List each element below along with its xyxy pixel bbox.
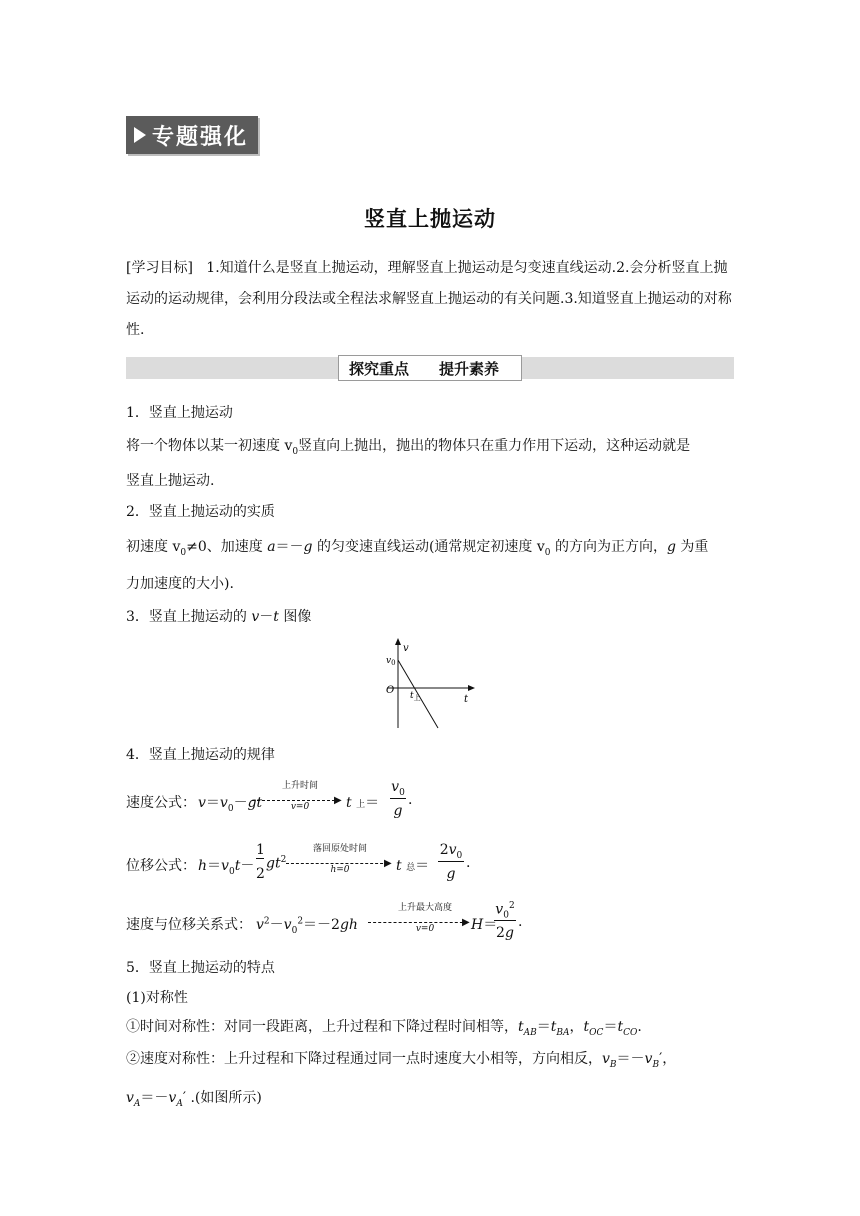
disp-arrow-line bbox=[286, 863, 388, 864]
speed-formula-label: 速度公式： bbox=[126, 795, 196, 811]
rel-result: H＝ bbox=[471, 917, 498, 933]
velocity-symmetry-tail: .(如图所示) bbox=[186, 1090, 262, 1106]
speed-frac-num: $v_0$ bbox=[391, 779, 405, 798]
p2-g-var: g bbox=[666, 539, 676, 555]
p2-c: a bbox=[267, 539, 276, 555]
rel-frac-num: $v_0^2$ bbox=[495, 901, 515, 921]
rel-period: . bbox=[518, 914, 523, 930]
rel-formula-label: 速度与位移关系式： bbox=[126, 917, 252, 933]
h3-b: v bbox=[251, 609, 260, 625]
play-arrow-icon bbox=[134, 127, 146, 143]
speed-result: t 上＝ bbox=[346, 795, 380, 811]
speed-arrow-top: 上升时间 bbox=[281, 781, 318, 791]
heading-2: 2．竖直上抛运动的实质 bbox=[126, 504, 275, 520]
disp-half-num: 1 bbox=[256, 842, 265, 858]
disp-arrow-top: 落回原处时间 bbox=[312, 844, 367, 854]
h3-d: t bbox=[273, 609, 279, 625]
rel-formula-eq: $v^2-v_0^2=-2gh$ bbox=[256, 916, 358, 936]
heading-5: 5．竖直上抛运动的特点 bbox=[126, 960, 275, 976]
disp-formula-eq: $h=v_0t-$ bbox=[198, 858, 255, 877]
h3-e: 图像 bbox=[278, 609, 312, 625]
section-bar-box bbox=[338, 355, 522, 381]
speed-arrow-bottom: v=0 bbox=[290, 802, 310, 812]
speed-formula-eq: $v=v_0-gt$ bbox=[198, 795, 263, 814]
p2-e: g bbox=[303, 539, 313, 555]
disp-result: t 总＝ bbox=[396, 858, 430, 874]
rel-arrow-top: 上升最大高度 bbox=[397, 903, 452, 913]
disp-formula-label: 位移公式： bbox=[126, 858, 196, 874]
disp-arrow-head-icon: ▶ bbox=[384, 858, 392, 869]
heading-1: 1．竖直上抛运动 bbox=[126, 405, 233, 421]
h3-c: － bbox=[259, 609, 274, 625]
learning-objectives bbox=[126, 253, 736, 346]
graph-origin-label: O bbox=[386, 685, 395, 696]
p1-text-a: 将一个物体以某一初速度 v bbox=[126, 438, 293, 454]
objectives-text: 1.知道什么是竖直上抛运动，理解竖直上抛运动是匀变速直线运动.2.会分析竖直上抛运动的运动规律，会利用分段法或全程法求解竖直上抛运动的有关问题.3.知道竖直上抛运动的对称性. bbox=[126, 260, 732, 338]
symmetry-heading: (1)对称性 bbox=[126, 990, 188, 1006]
section-bar-right: 提升素养 bbox=[439, 360, 500, 378]
page-title: 竖直上抛运动 bbox=[364, 207, 496, 231]
p2-b: ≠0、加速度 bbox=[186, 539, 268, 555]
speed-arrow-head-icon: ▶ bbox=[334, 795, 342, 806]
paragraph-1-cont: 竖直上抛运动. bbox=[126, 473, 215, 489]
graph-tup-label: $t_上$ bbox=[410, 691, 421, 702]
heading-3 bbox=[126, 606, 311, 626]
section-bar-left: 探究重点 bbox=[349, 360, 410, 378]
time-symmetry-text: ①时间对称性：对同一段距离，上升过程和下降过程时间相等， bbox=[126, 1019, 518, 1035]
speed-frac-den: g bbox=[393, 803, 403, 819]
topic-badge bbox=[126, 116, 258, 154]
rel-arrow-head-icon: ▶ bbox=[462, 917, 470, 928]
vt-graph bbox=[380, 636, 480, 732]
disp-frac-num: $2v_0$ bbox=[439, 842, 463, 861]
p1-text-b: 竖直向上抛出，抛出的物体只在重力作用下运动，这种运动就是 bbox=[298, 438, 691, 454]
speed-period: . bbox=[408, 792, 413, 808]
disp-gt2: $gt^2$ bbox=[266, 855, 287, 872]
p2-f: 的匀变速直线运动(通常规定初速度 v bbox=[312, 539, 545, 555]
velocity-symmetry-text: ②速度对称性：上升过程和下降过程通过同一点时速度大小相等，方向相反， bbox=[126, 1051, 602, 1067]
disp-frac-den: g bbox=[446, 866, 456, 882]
speed-arrow-line bbox=[252, 800, 340, 801]
time-symmetry: ①时间对称性：对同一段距离，上升过程和下降过程时间相等，$t_{AB}=t_{BA}$，$t_{OC}=t_{CO}$. bbox=[126, 1019, 642, 1038]
rel-arrow-bottom: v=0 bbox=[415, 924, 435, 934]
t-axis-arrow-icon bbox=[468, 685, 475, 691]
disp-period: . bbox=[466, 855, 471, 871]
paragraph-2: 初速度 $v_0\ne 0$、加速度 a＝－g 的匀变速直线运动(通常规定初速度 $v_0$ 的方向为正方向，g 为重 bbox=[126, 539, 709, 558]
graph-v0-label: $v_0$ bbox=[386, 656, 396, 667]
graph-v-label: v bbox=[403, 643, 409, 654]
v-axis-arrow-icon bbox=[395, 638, 401, 645]
p2-d: ＝－ bbox=[275, 539, 304, 555]
heading-4: 4．竖直上抛运动的规律 bbox=[126, 747, 275, 763]
p2-h: 为重 bbox=[675, 539, 709, 555]
rel-frac-den: 2g bbox=[496, 925, 514, 941]
velocity-symmetry: ②速度对称性：上升过程和下降过程通过同一点时速度大小相等，方向相反，$v_B=-v_B'$， bbox=[126, 1051, 677, 1070]
badge-label: 专题强化 bbox=[152, 125, 249, 150]
paragraph-1: 将一个物体以某一初速度 $v_0$竖直向上抛出，抛出的物体只在重力作用下运动，这种运动就是 bbox=[126, 438, 691, 457]
p2-g: 的方向为正方向， bbox=[550, 539, 667, 555]
rel-arrow-line bbox=[368, 922, 468, 923]
graph-t-label: t bbox=[464, 694, 469, 705]
p2-a: 初速度 v bbox=[126, 539, 181, 555]
disp-half-den: 2 bbox=[256, 866, 265, 882]
objectives-label: [学习目标] bbox=[126, 260, 193, 276]
paragraph-2-cont: 力加速度的大小). bbox=[126, 576, 234, 592]
h3-a: 3．竖直上抛运动的 bbox=[126, 609, 252, 625]
velocity-symmetry-cont: $v_A=-v_A'$ .(如图所示) bbox=[126, 1090, 262, 1109]
disp-arrow-bottom: h=0 bbox=[330, 865, 350, 875]
